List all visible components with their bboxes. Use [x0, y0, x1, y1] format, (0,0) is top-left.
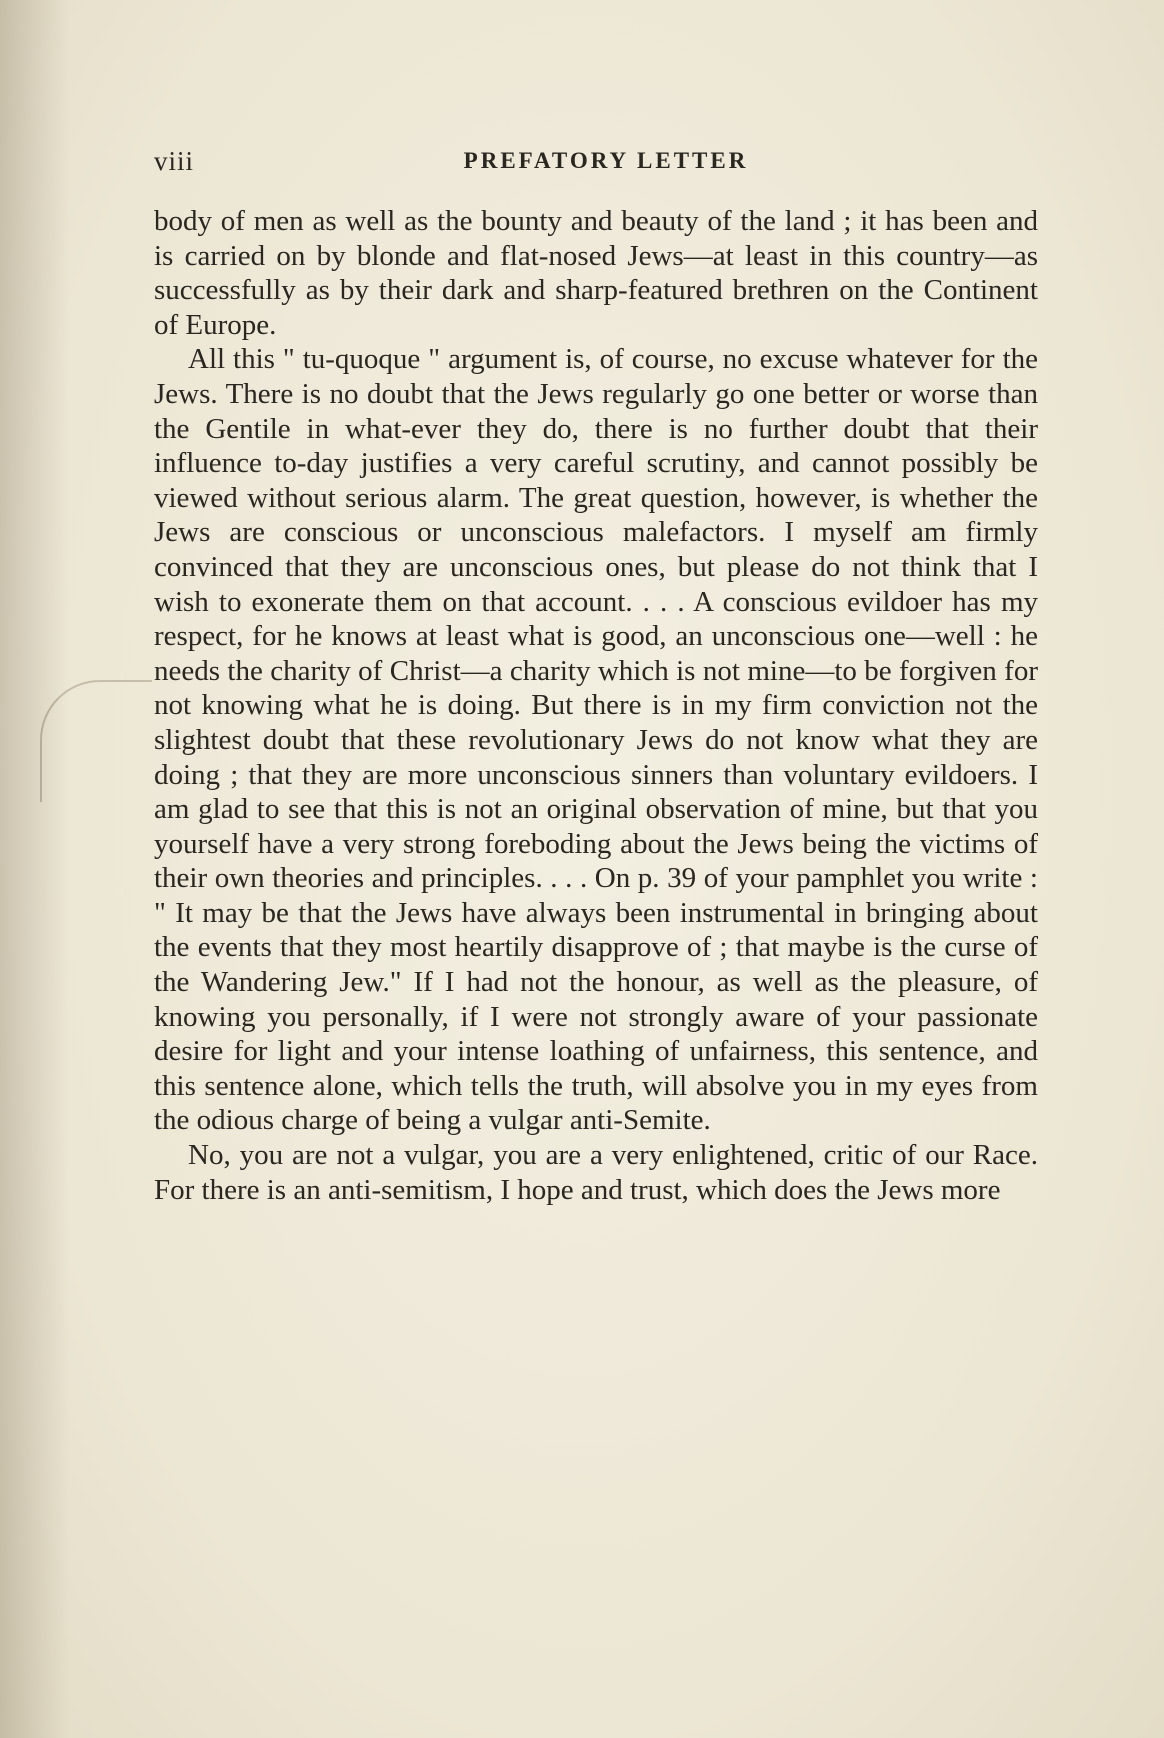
paper-tear-mark — [40, 680, 152, 802]
running-head: PREFATORY LETTER — [463, 148, 749, 173]
page-edge-shadow — [0, 0, 70, 1738]
page-header — [154, 146, 1038, 186]
paragraph: No, you are not a vulgar, you are a very enlightened, critic of our Race. For there is an anti-semitism, I hope and trust, which does the Jews more — [154, 1139, 1038, 1206]
body-text — [154, 204, 1038, 1207]
paragraph: body of men as well as the bounty and beauty of the land ; it has been and is carried on by blonde and flat-nosed Jews—at least in this country—as successfully as by their dark and sharp-featured brethren on the Continent of Europe. — [154, 205, 1038, 341]
paragraph: All this " tu-quoque " argument is, of course, no excuse whatever for the Jews. There is no doubt that the Jews regularly go one better or worse than the Gentile in what-ever they do, there is no further doubt that their influence to-day justifies a very careful scrutiny, and cannot possibly be viewed without serious alarm. The great question, however, is whether the Jews are conscious or unconscious malefactors. I myself am firmly convinced that they are unconscious ones, but please do not think that I wish to exonerate them on that account. . . . A conscious evildoer has my respect, for he knows at least what is good, an unconscious one—well : he needs the charity of Christ—a charity which is not mine—to be forgiven for not knowing what he is doing. But there is in my firm conviction not the slightest doubt that these revolutionary Jews do not know what they are doing ; that they are more unconscious sinners than voluntary evildoers. I am glad to see that this is not an original observation of mine, but that you yourself have a very strong foreboding about the Jews being the victims of their own theories and principles. . . . On p. 39 of your pamphlet you write : " It may be that the Jews have always been instrumental in bringing about the events that they most heartily disapprove of ; that maybe is the curse of the Wandering Jew." If I had not the honour, as well as the pleasure, of knowing you personally, if I were not strongly aware of your passionate desire for light and your intense loathing of unfairness, this sentence, and this sentence alone, which tells the truth, will absolve you in my eyes from the odious charge of being a vulgar anti-Semite. — [154, 343, 1038, 1137]
page-number: viii — [154, 146, 195, 176]
